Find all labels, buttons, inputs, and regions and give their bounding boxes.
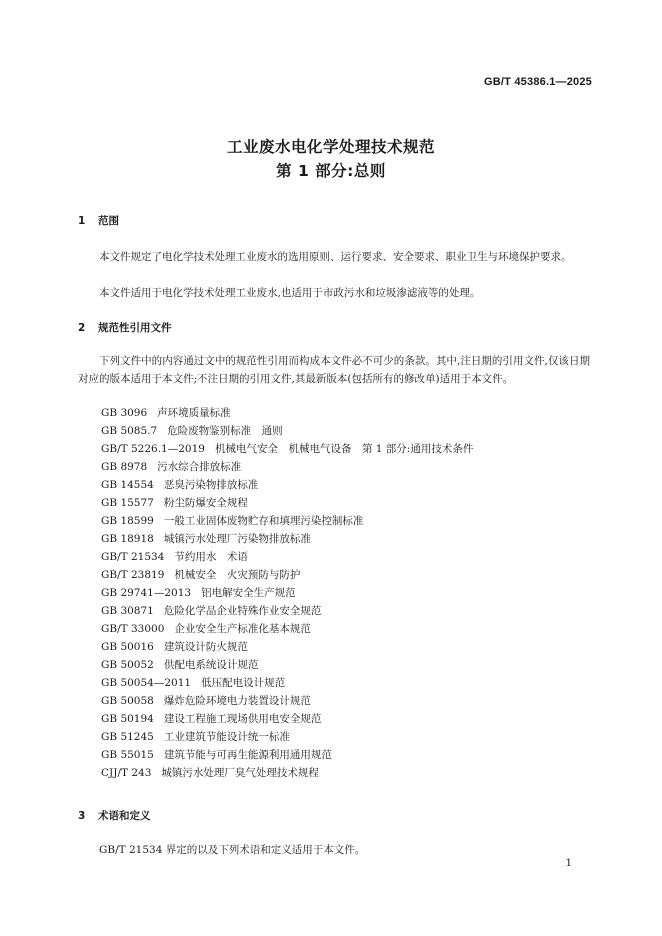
reference-item: [101, 692, 473, 710]
reference-code: GB 29741—2013: [101, 587, 192, 599]
reference-code: GB 50194: [101, 713, 154, 725]
reference-code: GB 55015: [101, 749, 154, 761]
reference-title: 机械电气安全 机械电气设备 第 1 部分:通用技术条件: [214, 443, 474, 455]
reference-code: GB 3096: [101, 407, 148, 419]
reference-code: GB 5085.7: [101, 425, 158, 437]
reference-title: 建筑节能与可再生能源利用通用规范: [163, 749, 332, 761]
paragraph-text: 本文件规定了电化学技术处理工业废水的选用原则、运行要求、安全要求、职业卫生与环境保护要求。: [99, 251, 572, 263]
reference-item: [101, 548, 473, 566]
reference-code: GB 18918: [101, 533, 154, 545]
standard-code: GB/T 45386.1—2025: [484, 76, 592, 88]
reference-title: 危险化学品企业特殊作业安全规范: [163, 605, 322, 617]
reference-code: GB 50058: [101, 695, 154, 707]
reference-title: 供配电系统设计规范: [163, 659, 259, 671]
section-1-heading: [78, 213, 119, 228]
section-number: 3: [78, 810, 86, 822]
reference-code: GB 30871: [101, 605, 154, 617]
reference-title: 声环境质量标准: [157, 407, 231, 419]
reference-title: 城镇污水处理厂臭气处理技术规程: [161, 767, 319, 779]
reference-code: GB 50016: [101, 641, 154, 653]
paragraph-text: 下列文件中的内容通过文中的规范性引用而构成本文件必不可少的条款。其中,注日期的引用文件,仅该日期对应的版本适用于本文件;不注日期的引用文件,其最新版本(包括所有的修改单)适用于本文件。: [78, 355, 590, 385]
section-2-intro: [78, 352, 590, 388]
reference-code: GB 50054—2011: [101, 677, 192, 689]
reference-title: 建筑设计防火规范: [163, 641, 248, 653]
reference-code: GB 18599: [101, 515, 154, 527]
reference-code: GB/T 21534: [101, 551, 165, 563]
reference-title: 城镇污水处理厂污染物排放标准: [163, 533, 311, 545]
reference-code: GB 8978: [101, 461, 148, 473]
reference-title: 机械安全 火灾预防与防护: [174, 569, 301, 581]
section-3-heading: [78, 808, 151, 823]
reference-item: [101, 638, 473, 656]
reference-title: 污水综合排放标准: [157, 461, 242, 473]
reference-item: [101, 530, 473, 548]
reference-code: GB/T 33000: [101, 623, 165, 635]
normative-reference-list: [101, 404, 473, 782]
reference-item: [101, 476, 473, 494]
reference-item: [101, 746, 473, 764]
reference-title: 工业建筑节能设计统一标准: [163, 731, 290, 743]
reference-item: [101, 764, 473, 782]
paragraph-text: 本文件适用于电化学技术处理工业废水,也适用于市政污水和垃圾渗滤液等的处理。: [99, 287, 481, 299]
reference-title: 建设工程施工现场供用电安全规范: [163, 713, 322, 725]
reference-title: 危险废物鉴别标准 通则: [167, 425, 283, 437]
reference-code: GB 15577: [101, 497, 154, 509]
reference-item: [101, 458, 473, 476]
section-title: 范围: [98, 215, 119, 227]
reference-title: 爆炸危险环境电力装置设计规范: [163, 695, 311, 707]
section-number: 1: [78, 215, 86, 227]
reference-item: [101, 422, 473, 440]
section-title: 术语和定义: [98, 810, 151, 822]
document-title: 工业废水电化学处理技术规范: [226, 138, 435, 156]
reference-code: GB/T 23819: [101, 569, 165, 581]
section-3-paragraph: [78, 841, 590, 859]
reference-title: 企业安全生产标准化基本规范: [174, 623, 311, 635]
reference-title: 一般工业固体废物贮存和填埋污染控制标准: [163, 515, 364, 527]
reference-title: 恶臭污染物排放标准: [163, 479, 259, 491]
reference-item: [101, 566, 473, 584]
document-subtitle: 第 1 部分:总则: [276, 162, 386, 180]
reference-item: [101, 584, 473, 602]
reference-code: GB/T 5226.1—2019: [101, 443, 205, 455]
section-2-heading: [78, 320, 172, 335]
reference-item: [101, 728, 473, 746]
reference-item: [101, 674, 473, 692]
section-title: 规范性引用文件: [98, 322, 172, 334]
reference-code: GB 51245: [101, 731, 154, 743]
reference-item: [101, 602, 473, 620]
section-number: 2: [78, 322, 86, 334]
reference-title: 铝电解安全生产规范: [201, 587, 296, 599]
page-number: 1: [565, 858, 572, 869]
reference-item: [101, 404, 473, 422]
reference-title: 节约用水 术语: [174, 551, 248, 563]
reference-item: [101, 656, 473, 674]
paragraph-text: GB/T 21534 界定的以及下列术语和定义适用于本文件。: [99, 844, 366, 856]
reference-item: [101, 494, 473, 512]
reference-item: [101, 620, 473, 638]
reference-code: GB 50052: [101, 659, 154, 671]
section-1-paragraph: [78, 284, 590, 302]
section-1-paragraph: [78, 248, 590, 266]
reference-code: GB 14554: [101, 479, 154, 491]
reference-title: 低压配电设计规范: [201, 677, 286, 689]
reference-item: [101, 710, 473, 728]
reference-title: 粉尘防爆安全规程: [163, 497, 248, 509]
reference-code: CJJ/T 243: [101, 767, 152, 779]
reference-item: [101, 512, 473, 530]
reference-item: [101, 440, 473, 458]
